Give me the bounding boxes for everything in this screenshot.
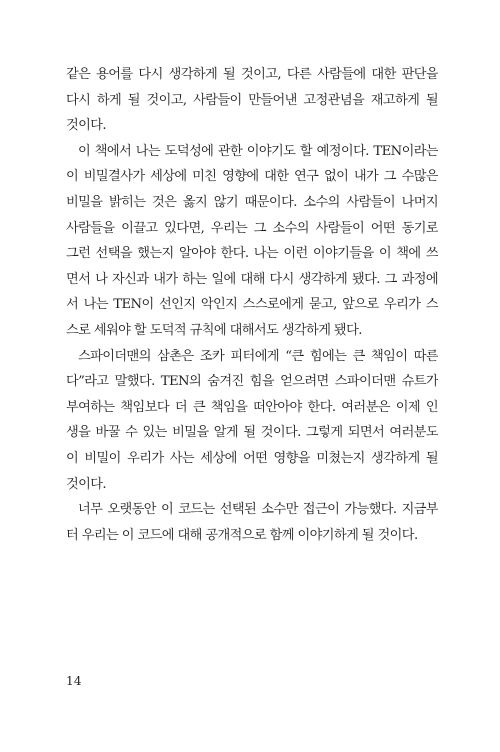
text-line: 다시 하게 될 것이고, 사람들이 만들어낸 고정관념을 재고하게 될 — [66, 92, 438, 108]
page-number: 14 — [66, 674, 82, 688]
text-line: 스로 세워야 할 도덕적 규칙에 대해서도 생각하게 됐다. — [66, 322, 362, 338]
text-line: 면서 나 자신과 내가 하는 일에 대해 다시 생각하게 됐다. 그 과정에 — [66, 271, 438, 287]
text-line: 너무 오랫동안 이 코드는 선택된 소수만 접근이 가능했다. 지금부 — [78, 502, 438, 518]
text-line: 다”라고 말했다. TEN의 숨겨진 힘을 얻으려면 스파이더맨 슈트가 — [66, 374, 438, 390]
body-text — [66, 62, 438, 548]
text-line: 터 우리는 이 코드에 대해 공개적으로 함께 이야기하게 될 것이다. — [66, 527, 418, 543]
paragraph-3 — [66, 344, 438, 498]
text-line: 이 비밀결사가 세상에 미친 영향에 대한 연구 없이 내가 그 수많은 — [66, 169, 438, 185]
paragraph-4 — [66, 497, 438, 548]
text-line: 이 책에서 나는 도덕성에 관한 이야기도 할 예정이다. TEN이라는 — [78, 143, 438, 159]
text-line: 서 나는 TEN이 선인지 악인지 스스로에게 묻고, 앞으로 우리가 스 — [66, 297, 438, 313]
text-line: 스파이더맨의 삼촌은 조카 피터에게 “큰 힘에는 큰 책임이 따른 — [78, 348, 438, 364]
text-line: 이 비밀이 우리가 사는 세상에 어떤 영향을 미쳤는지 생각하게 될 — [66, 450, 438, 466]
paragraph-1 — [66, 62, 438, 139]
text-line: 생을 바꿀 수 있는 비밀을 알게 될 것이다. 그렇게 되면서 여러분도 — [66, 425, 438, 441]
text-line: 부여하는 책임보다 더 큰 책임을 떠안아야 한다. 여러분은 이제 인 — [66, 399, 438, 415]
text-line: 그런 선택을 했는지 알아야 한다. 나는 이런 이야기들을 이 책에 쓰 — [66, 246, 438, 262]
text-line: 같은 용어를 다시 생각하게 될 것이고, 다른 사람들에 대한 판단을 — [66, 67, 438, 82]
text-line: 사람들을 이끌고 있다면, 우리는 그 소수의 사람들이 어떤 동기로 — [66, 220, 438, 236]
paragraph-2 — [66, 139, 438, 344]
text-line: 것이다. — [66, 476, 107, 492]
text-line: 비밀을 밝히는 것은 옳지 않기 때문이다. 소수의 사람들이 나머지 — [66, 194, 438, 210]
text-line: 것이다. — [66, 118, 107, 134]
